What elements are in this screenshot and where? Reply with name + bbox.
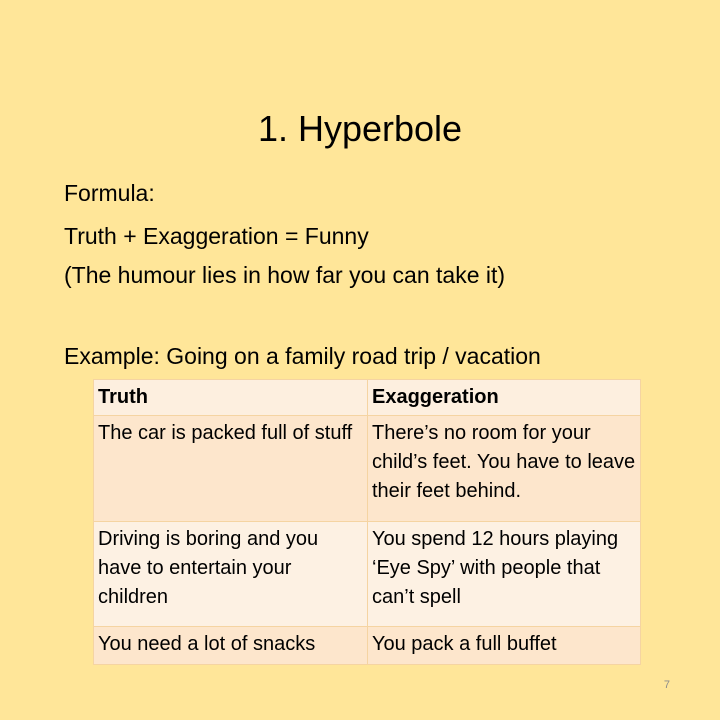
table-header-row — [94, 380, 641, 416]
formula-equation: Truth + Exaggeration = Funny — [64, 223, 369, 249]
page-number: 7 — [663, 679, 670, 691]
column-header-exaggeration: Exaggeration — [368, 380, 641, 416]
slide-title: 1. Hyperbole — [257, 108, 463, 149]
formula-note: (The humour lies in how far you can take it) — [64, 262, 506, 288]
column-header-truth: Truth — [94, 380, 368, 416]
hyperbole-table — [93, 379, 641, 665]
truth-cell: Driving is boring and you have to entertain your children — [94, 522, 368, 627]
exaggeration-cell: You pack a full buffet — [368, 627, 641, 665]
exaggeration-cell: You spend 12 hours playing ‘Eye Spy’ with people that can’t spell — [368, 522, 641, 627]
formula-label: Formula: — [64, 180, 155, 206]
exaggeration-cell: There’s no room for your child’s feet. You have to leave their feet behind. — [368, 416, 641, 522]
truth-cell: The car is packed full of stuff — [94, 416, 368, 522]
table-row — [94, 522, 641, 627]
example-heading: Example: Going on a family road trip / vacation — [64, 343, 541, 369]
table-row — [94, 416, 641, 522]
truth-cell: You need a lot of snacks — [94, 627, 368, 665]
table-row — [94, 627, 641, 665]
